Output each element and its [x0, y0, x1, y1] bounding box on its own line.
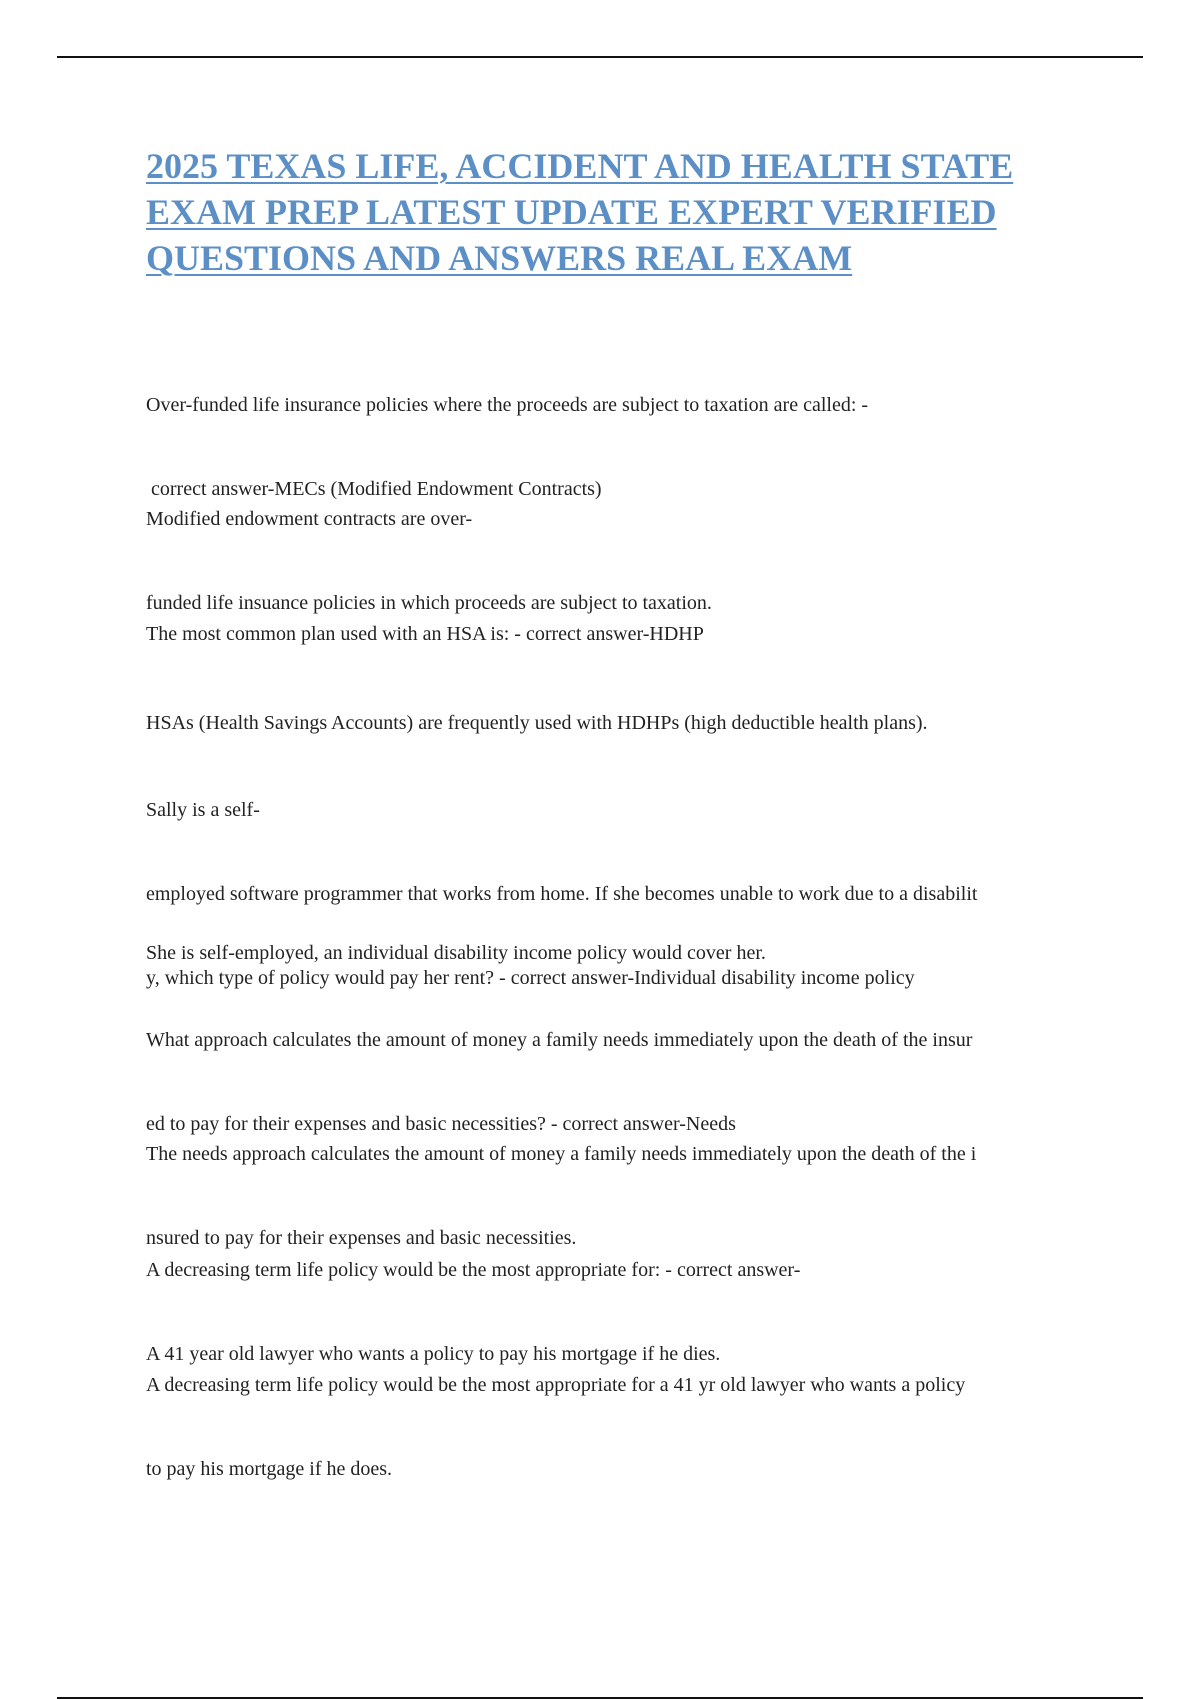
- text-line: A decreasing term life policy would be the most appropriate for: - correct answer-: [146, 1259, 801, 1281]
- text-line: A decreasing term life policy would be the most appropriate for a 41 yr old lawyer who wants a policy: [146, 1374, 966, 1396]
- text-line: The needs approach calculates the amount of money a family needs immediately upon the death of the i: [146, 1143, 977, 1165]
- bottom-divider: [57, 1697, 1143, 1699]
- text-line: correct answer-MECs (Modified Endowment Contracts): [146, 478, 602, 500]
- text-line: Over-funded life insurance policies where the proceeds are subject to taxation are called: -: [146, 394, 869, 416]
- text-line: nsured to pay for their expenses and basic necessities.: [146, 1227, 577, 1249]
- text-line: to pay his mortgage if he does.: [146, 1458, 393, 1480]
- text-line: A 41 year old lawyer who wants a policy to pay his mortgage if he dies.: [146, 1343, 721, 1365]
- text-line: She is self-employed, an individual disability income policy would cover her.: [146, 942, 766, 964]
- text-line: The most common plan used with an HSA is: - correct answer-HDHP: [146, 623, 704, 645]
- text-line: HSAs (Health Savings Accounts) are frequently used with HDHPs (high deductible health plans).: [146, 712, 928, 734]
- document-title: [146, 143, 1106, 281]
- top-divider: [57, 56, 1143, 58]
- title-line: EXAM PREP LATEST UPDATE EXPERT VERIFIED: [146, 192, 997, 232]
- title-line: 2025 TEXAS LIFE, ACCIDENT AND HEALTH STATE: [146, 146, 1014, 186]
- text-line: employed software programmer that works from home. If she becomes unable to work due to a disabilit: [146, 883, 978, 905]
- text-line: y, which type of policy would pay her rent? - correct answer-Individual disability income policy: [146, 967, 915, 989]
- explanation-block-decreasing-term: [146, 1315, 1096, 1511]
- text-line: What approach calculates the amount of money a family needs immediately upon the death of the insur: [146, 1029, 973, 1051]
- title-line: QUESTIONS AND ANSWERS REAL EXAM: [146, 238, 853, 278]
- text-line: Modified endowment contracts are over-: [146, 508, 473, 530]
- text-line: ed to pay for their expenses and basic necessities? - correct answer-Needs: [146, 1113, 736, 1135]
- text-line: Sally is a self-: [146, 799, 260, 821]
- text-line: funded life insuance policies in which proceeds are subject to taxation.: [146, 592, 712, 614]
